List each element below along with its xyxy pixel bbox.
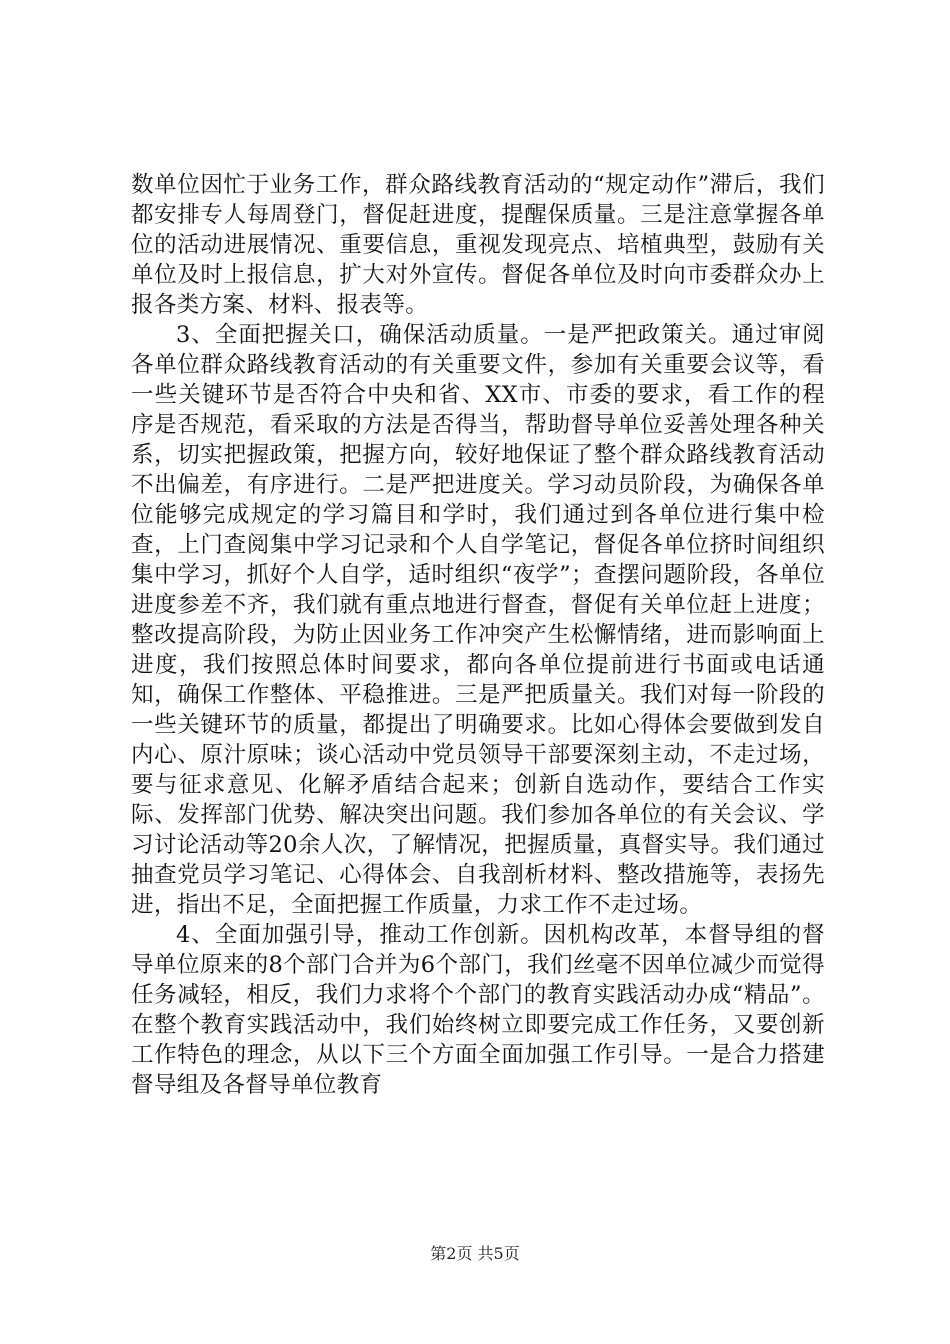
document-body <box>131 170 825 1100</box>
paragraph-continuation: 数单位因忙于业务工作，群众路线教育活动的“规定动作”滞后，我们都安排专人每周登门，督促赶进度，提醒保质量。三是注意掌握各单位的活动进展情况、重要信息，重视发现亮点、培植典型，鼓励有关单位及时上报信息，扩大对外宣传。督促各单位及时向市委群众办上报各类方案、材料、报表等。 <box>131 172 825 318</box>
page-number-footer: 第2页 共5页 <box>430 1244 520 1263</box>
paragraph-section-3: 3、全面把握关口，确保活动质量。一是严把政策关。通过审阅各单位群众路线教育活动的有关重要文件，参加有关重要会议等，看一些关键环节是否符合中央和省、XX市、市委的要求，看工作的程序是否规范，看采取的方法是否得当，帮助督导单位妥善处理各种关系，切实把握政策，把握方向，较好地保证了整个群众路线教育活动不出偏差，有序进行。二是严把进度关。学习动员阶段，为确保各单位能够完成规定的学习篇目和学时，我们通过到各单位进行集中检查，上门查阅集中学习记录和个人自学笔记，督促各单位挤时间组织集中学习，抓好个人自学，适时组织“夜学”；查摆问题阶段，各单位进度参差不齐，我们就有重点地进行督查，督促有关单位赶上进度；整改提高阶段，为防止因业务工作冲突产生松懈情绪，进而影响面上进度，我们按照总体时间要求，都向各单位提前进行书面或电话通知，确保工作整体、平稳推进。三是严把质量关。我们对每一阶段的一些关键环节的质量，都提出了明确要求。比如心得体会要做到发自内心、原汁原味；谈心活动中党员领导干部要深刻主动，不走过场，要与征求意见、化解矛盾结合起来；创新自选动作，要结合工作实际、发挥部门优势、解决突出问题。我们参加各单位的有关会议、学习讨论活动等20余人次，了解情况，把握质量，真督实导。我们通过抽查党员学习笔记、心得体会、自我剖析材料、整改措施等，表扬先进，指出不足，全面把握工作质量，力求工作不走过场。 <box>131 322 825 918</box>
paragraph-section-4: 4、全面加强引导，推动工作创新。因机构改革，本督导组的督导单位原来的8个部门合并为6个部门，我们丝毫不因单位减少而觉得任务减轻，相反，我们力求将个个部门的教育实践活动办成“精品”。在整个教育实践活动中，我们始终树立即要完成工作任务，又要创新工作特色的理念，从以下三个方面全面加强工作引导。一是合力搭建督导组及各督导单位教育 <box>131 922 825 1098</box>
